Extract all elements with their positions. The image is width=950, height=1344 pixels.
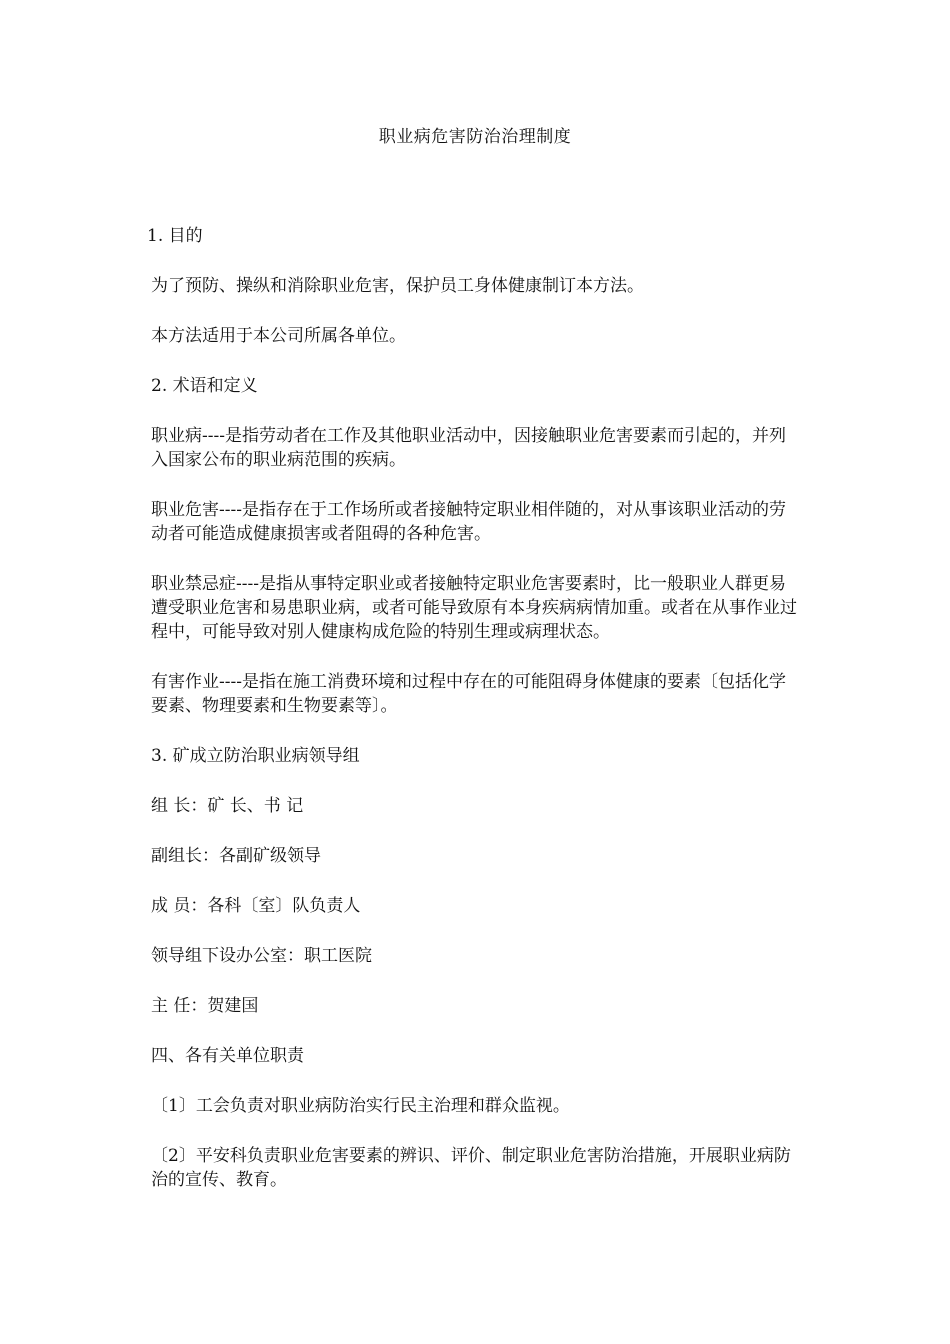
group-office: 领导组下设办公室：职工医院	[151, 946, 372, 966]
paragraph-scope: 本方法适用于本公司所属各单位。	[151, 326, 406, 346]
section-heading-purpose: 1. 目的	[147, 226, 203, 246]
section-heading-terms: 2. 术语和定义	[151, 376, 258, 396]
group-members: 成 员：各科〔室〕队负责人	[151, 896, 361, 916]
section-heading-duties: 四、各有关单位职责	[151, 1046, 304, 1066]
office-director: 主 任：贺建国	[151, 996, 259, 1016]
definition-occupational-hazard: 职业危害----是指存在于工作场所或者接触特定职业相伴随的，对从事该职业活动的劳动者可能造成健康损害或者阻碍的各种危害。	[151, 500, 786, 544]
duty-item-2: 〔2〕平安科负责职业危害要素的辨识、评价、制定职业危害防治措施，开展职业病防治的宣传、教育。	[151, 1146, 791, 1190]
document-body	[147, 224, 799, 1218]
duty-item-1: 〔1〕工会负责对职业病防治实行民主治理和群众监视。	[151, 1096, 570, 1116]
group-deputy-leader: 副组长：各副矿级领导	[151, 846, 321, 866]
paragraph-purpose: 为了预防、操纵和消除职业危害，保护员工身体健康制订本方法。	[151, 276, 644, 296]
document-title: 职业病危害防治治理制度	[378, 127, 572, 147]
definition-contraindication: 职业禁忌症----是指从事特定职业或者接触特定职业危害要素时，比一般职业人群更易遭受职业危害和易患职业病，或者可能导致原有本身疾病病情加重。或者在从事作业过程中，可能导致对别人健康构成危险的特别生理或病理状态。	[151, 574, 797, 642]
group-leader: 组 长：矿 长、书 记	[151, 796, 304, 816]
definition-harmful-work: 有害作业----是指在施工消费环境和过程中存在的可能阻碍身体健康的要素〔包括化学要素、物理要素和生物要素等〕。	[151, 672, 786, 716]
section-heading-leadership-group: 3. 矿成立防治职业病领导组	[151, 746, 360, 766]
definition-occupational-disease: 职业病----是指劳动者在工作及其他职业活动中，因接触职业危害要素而引起的，并列入国家公布的职业病范围的疾病。	[151, 426, 786, 470]
